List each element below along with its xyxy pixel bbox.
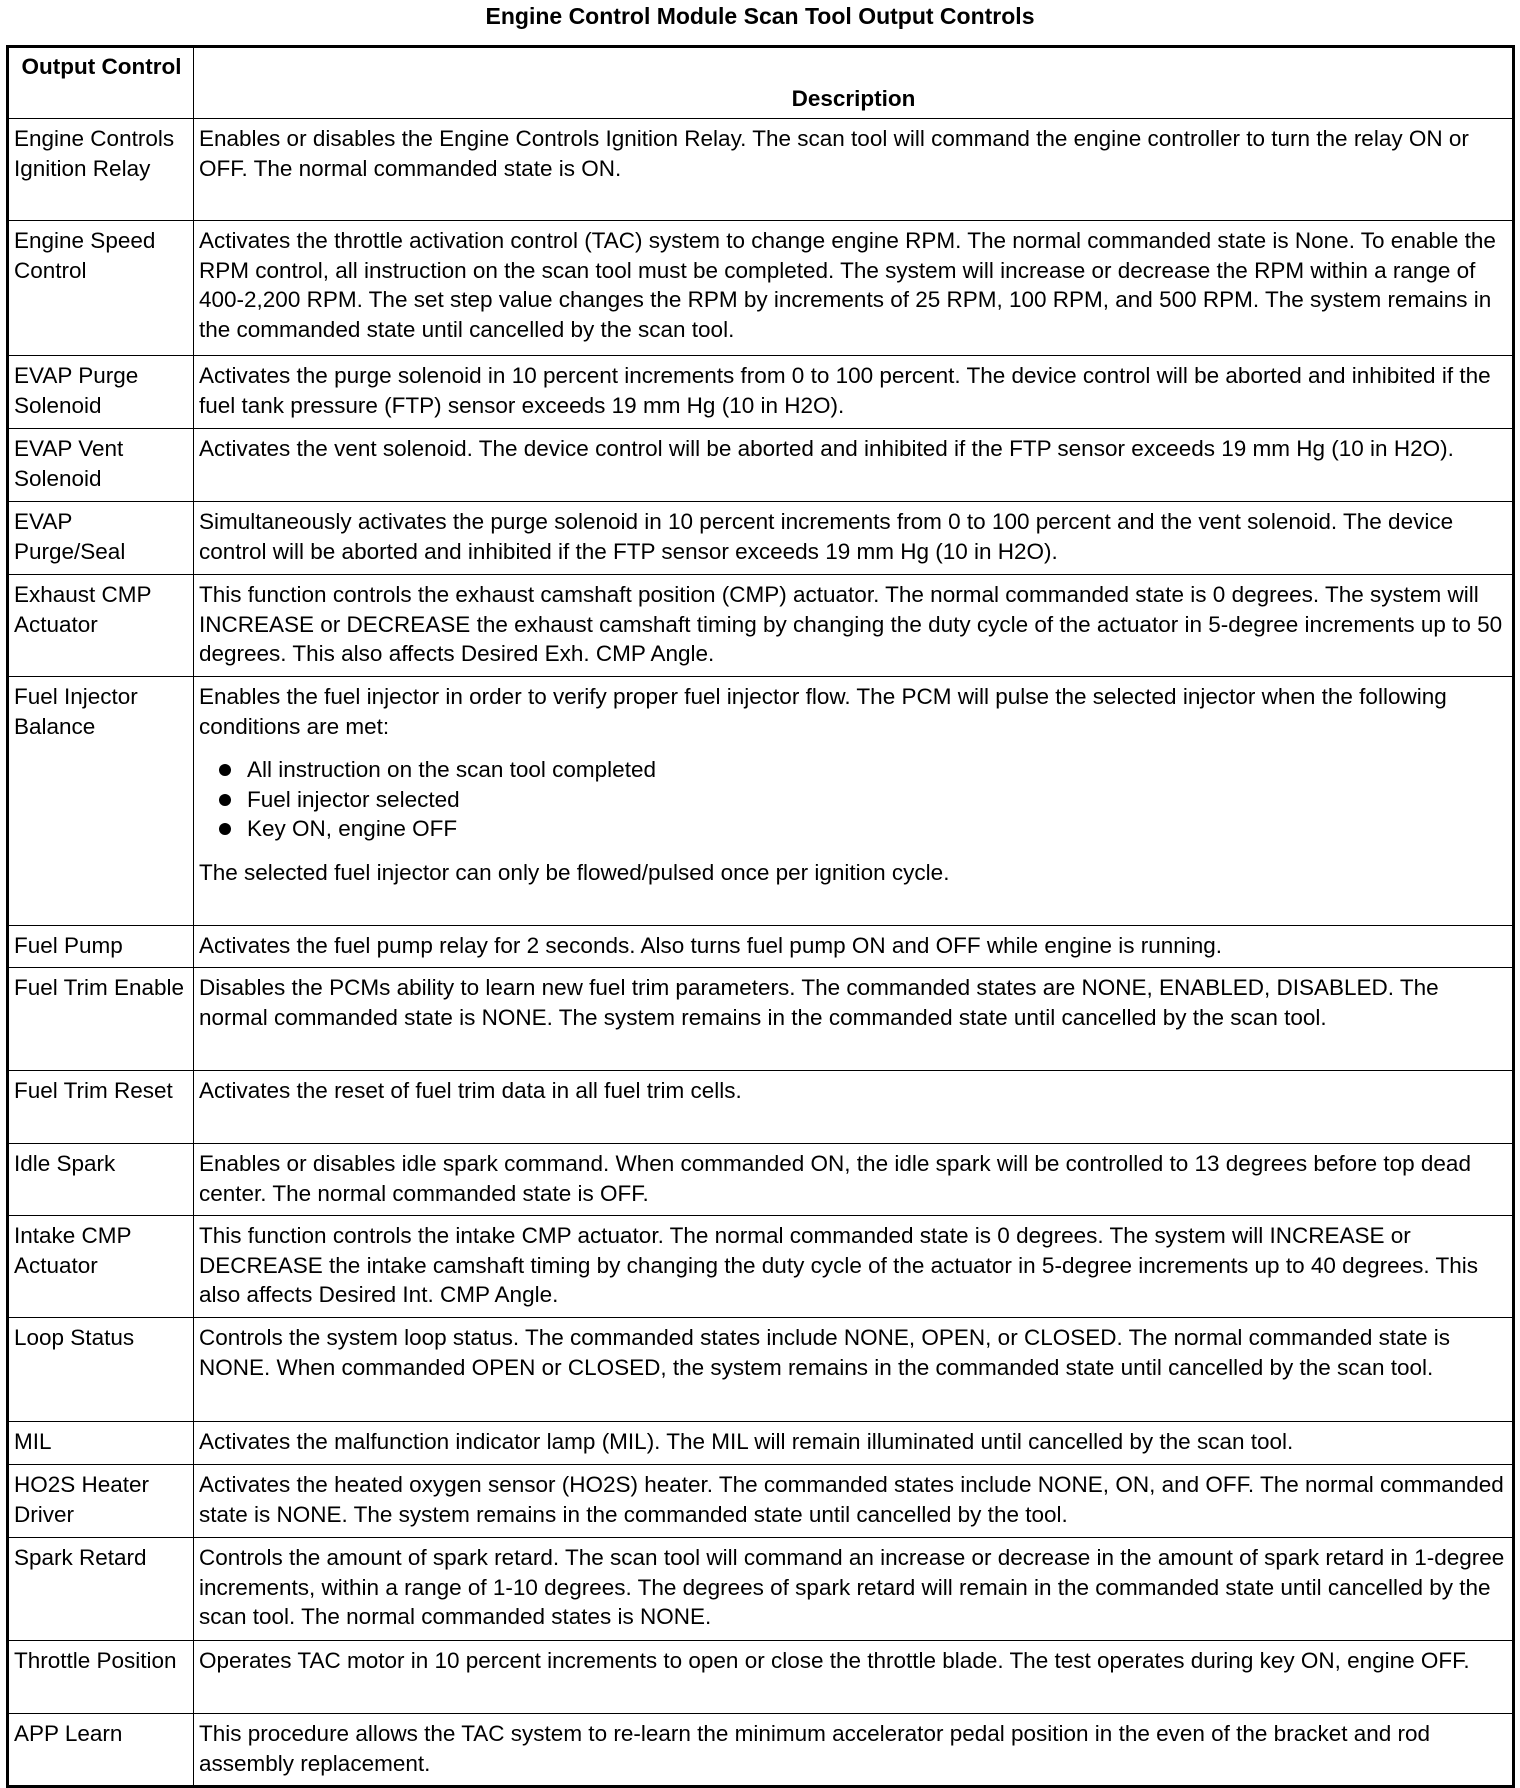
output-control-name: Engine Controls Ignition Relay bbox=[8, 119, 194, 221]
table-row bbox=[8, 119, 1514, 221]
header-output-control: Output Control bbox=[8, 47, 194, 119]
output-control-name: Throttle Position bbox=[8, 1641, 194, 1714]
output-control-name: EVAP Vent Solenoid bbox=[8, 429, 194, 502]
output-control-description: Controls the system loop status. The commanded states include NONE, OPEN, or CLOSED. The normal commanded state is NONE. When commanded OPEN or CLOSED, the system remains in the commanded state until cancelled by the scan tool. bbox=[194, 1318, 1514, 1422]
output-control-name: Fuel Pump bbox=[8, 926, 194, 968]
condition-item: Fuel injector selected bbox=[219, 785, 1508, 815]
header-row bbox=[8, 47, 1514, 119]
output-control-description: Activates the purge solenoid in 10 percent increments from 0 to 100 percent. The device control will be aborted and inhibited if the fuel tank pressure (FTP) sensor exceeds 19 mm Hg (10 in H2O). bbox=[194, 356, 1514, 429]
output-control-name: APP Learn bbox=[8, 1714, 194, 1787]
description-text: Enables the fuel injector in order to verify proper fuel injector flow. The PCM will pulse the selected injector when the following conditions are met: bbox=[199, 684, 1447, 739]
output-control-name: Fuel Trim Reset bbox=[8, 1071, 194, 1144]
output-control-name: Spark Retard bbox=[8, 1538, 194, 1641]
table-row bbox=[8, 1071, 1514, 1144]
output-control-description: Activates the throttle activation control (TAC) system to change engine RPM. The normal commanded state is None. To enable the RPM control, all instruction on the scan tool must be completed. The system will increase or decrease the RPM within a range of 400-2,200 RPM. The set step value changes the RPM by increments of 25 RPM, 100 RPM, and 500 RPM. The system remains in the commanded state until cancelled by the scan tool. bbox=[194, 221, 1514, 356]
output-control-description: This procedure allows the TAC system to re-learn the minimum accelerator pedal position in the even of the bracket and rod assembly replacement. bbox=[194, 1714, 1514, 1787]
output-control-description: Activates the fuel pump relay for 2 seconds. Also turns fuel pump ON and OFF while engine is running. bbox=[194, 926, 1514, 968]
table-row bbox=[8, 1465, 1514, 1538]
table-row bbox=[8, 677, 1514, 926]
conditions-list bbox=[199, 755, 1508, 844]
output-control-description: Controls the amount of spark retard. The scan tool will command an increase or decrease in the amount of spark retard in 1-degree increments, within a range of 1-10 degrees. The degrees of spark retard will remain in the commanded state until cancelled by the scan tool. The normal commanded states is NONE. bbox=[194, 1538, 1514, 1641]
output-control-description: Operates TAC motor in 10 percent increments to open or close the throttle blade. The test operates during key ON, engine OFF. bbox=[194, 1641, 1514, 1714]
table-row bbox=[8, 502, 1514, 575]
condition-item: Key ON, engine OFF bbox=[219, 814, 1508, 844]
table-row bbox=[8, 356, 1514, 429]
table-row bbox=[8, 1318, 1514, 1422]
output-control-name: Idle Spark bbox=[8, 1144, 194, 1216]
output-control-name: Engine Speed Control bbox=[8, 221, 194, 356]
output-control-description: This function controls the intake CMP actuator. The normal commanded state is 0 degrees. The system will INCREASE or DECREASE the intake camshaft timing by changing the duty cycle of the actuator in 5-degree increments up to 40 degrees. This also affects Desired Int. CMP Angle. bbox=[194, 1216, 1514, 1318]
table-row bbox=[8, 1422, 1514, 1465]
output-control-description: Enables or disables the Engine Controls Ignition Relay. The scan tool will command the engine controller to turn the relay ON or OFF. The normal commanded state is ON. bbox=[194, 119, 1514, 221]
output-control-name: Loop Status bbox=[8, 1318, 194, 1422]
condition-item: All instruction on the scan tool completed bbox=[219, 755, 1508, 785]
output-control-description: Disables the PCMs ability to learn new fuel trim parameters. The commanded states are NONE, ENABLED, DISABLED. The normal commanded state is NONE. The system remains in the commanded state until cancelled by the scan tool. bbox=[194, 968, 1514, 1071]
output-control-description: Activates the reset of fuel trim data in all fuel trim cells. bbox=[194, 1071, 1514, 1144]
output-control-description: Activates the vent solenoid. The device control will be aborted and inhibited if the FTP sensor exceeds 19 mm Hg (10 in H2O). bbox=[194, 429, 1514, 502]
output-control-description: Simultaneously activates the purge solenoid in 10 percent increments from 0 to 100 percent and the vent solenoid. The device control will be aborted and inhibited if the FTP sensor exceeds 19 mm Hg (10 in H2O). bbox=[194, 502, 1514, 575]
table-row bbox=[8, 221, 1514, 356]
output-control-name: Fuel Trim Enable bbox=[8, 968, 194, 1071]
output-control-name: EVAP Purge Solenoid bbox=[8, 356, 194, 429]
output-control-description bbox=[194, 677, 1514, 926]
output-control-name: Exhaust CMP Actuator bbox=[8, 575, 194, 677]
table-row bbox=[8, 1538, 1514, 1641]
table-row bbox=[8, 575, 1514, 677]
document-title: Engine Control Module Scan Tool Output Controls bbox=[485, 3, 1035, 29]
output-control-description: Activates the malfunction indicator lamp (MIL). The MIL will remain illuminated until cancelled by the scan tool. bbox=[194, 1422, 1514, 1465]
output-control-name: Intake CMP Actuator bbox=[8, 1216, 194, 1318]
output-control-name: HO2S Heater Driver bbox=[8, 1465, 194, 1538]
output-control-description: Enables or disables idle spark command. When commanded ON, the idle spark will be controlled to 13 degrees before top dead center. The normal commanded state is OFF. bbox=[194, 1144, 1514, 1216]
output-controls-table bbox=[6, 45, 1515, 1788]
table-row bbox=[8, 968, 1514, 1071]
output-control-name: Fuel Injector Balance bbox=[8, 677, 194, 926]
output-control-name: MIL bbox=[8, 1422, 194, 1465]
description-note: The selected fuel injector can only be flowed/pulsed once per ignition cycle. bbox=[199, 859, 950, 885]
output-control-name: EVAP Purge/Seal bbox=[8, 502, 194, 575]
table-row bbox=[8, 1216, 1514, 1318]
table-row bbox=[8, 926, 1514, 968]
table-row bbox=[8, 1714, 1514, 1787]
table-row bbox=[8, 429, 1514, 502]
output-control-description: This function controls the exhaust camshaft position (CMP) actuator. The normal commanded state is 0 degrees. The system will INCREASE or DECREASE the exhaust camshaft timing by changing the duty cycle of the actuator in 5-degree increments up to 50 degrees. This also affects Desired Exh. CMP Angle. bbox=[194, 575, 1514, 677]
table-row bbox=[8, 1641, 1514, 1714]
table-row bbox=[8, 1144, 1514, 1216]
output-control-description: Activates the heated oxygen sensor (HO2S) heater. The commanded states include NONE, ON, and OFF. The normal commanded state is NONE. The system remains in the commanded state until cancelled by the tool. bbox=[194, 1465, 1514, 1538]
header-description: Description bbox=[194, 47, 1514, 119]
